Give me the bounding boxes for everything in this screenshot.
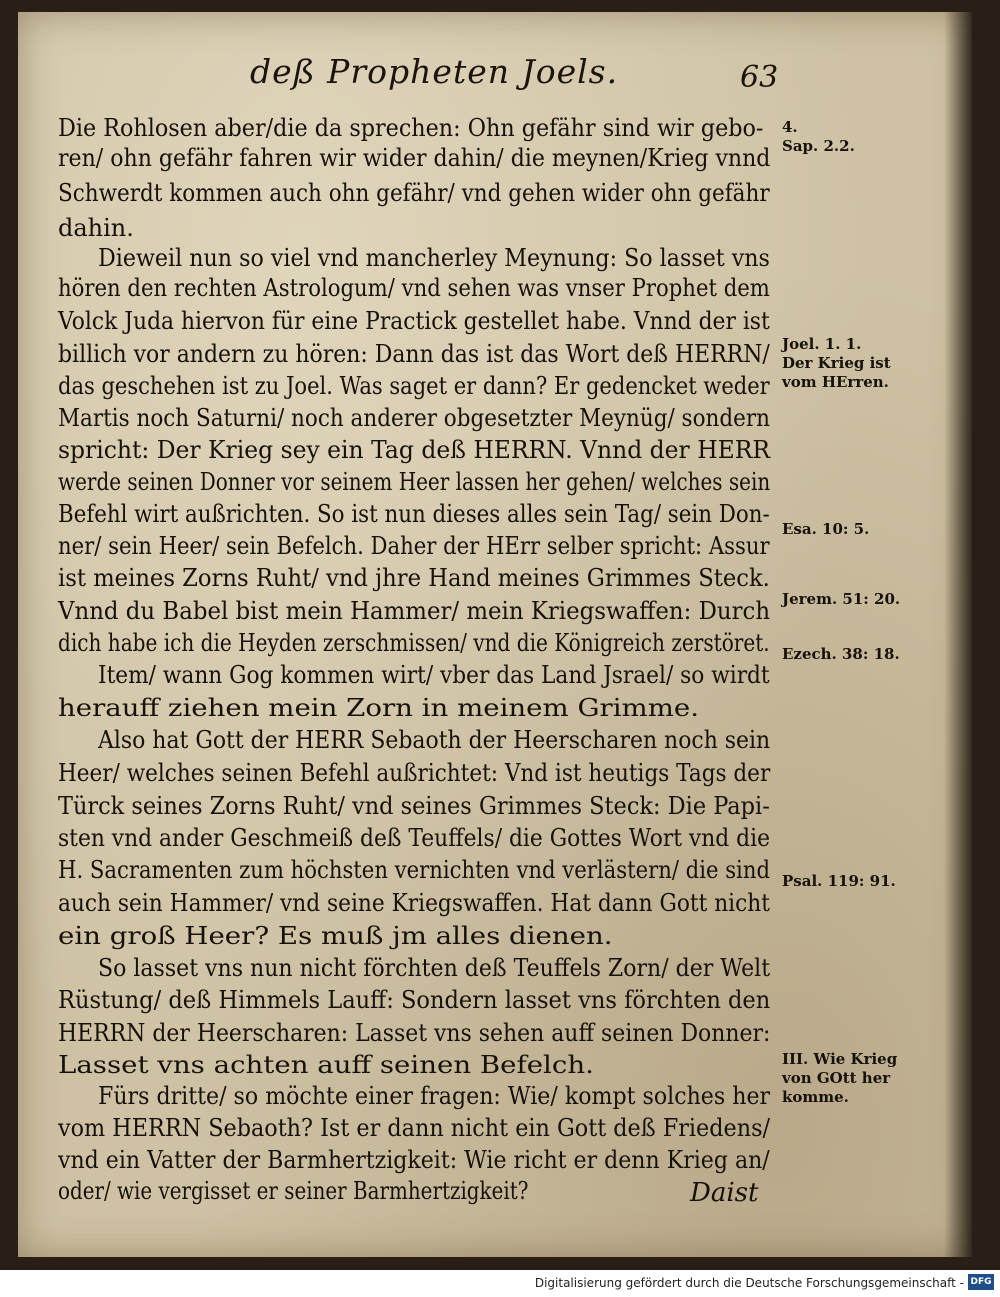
margin-note-line: 4. (782, 118, 798, 136)
text-line: sten vnd ander Geschmeiß deß Teuffels/ die Gottes Wort vnd die (58, 824, 770, 852)
text-line: auch sein Hammer/ vnd seine Kriegswaffen. Hat dann Gott nicht (58, 889, 770, 917)
text-line: billich vor andern zu hören: Dann das ist das Wort deß HERRN/ (58, 340, 770, 368)
margin-note-line: Psal. 119: 91. (782, 872, 896, 890)
text-line: Schwerdt kommen auch ohn gefähr/ vnd gehen wider ohn gefähr (58, 179, 770, 207)
text-line: HERRN der Heerscharen: Lasset vns sehen auff seinen Donner: (58, 1019, 771, 1047)
catchword: Daist (690, 1178, 759, 1208)
text-line: dahin. (58, 214, 134, 242)
text-line: Also hat Gott der HERR Sebaoth der Heerscharen noch sein (98, 726, 771, 754)
margin-note-line: Esa. 10: 5. (782, 520, 870, 538)
footer-credit: Digitalisierung gefördert durch die Deutsche Forschungsgemeinschaft - (534, 1276, 964, 1290)
text-line: Martis noch Saturni/ noch anderer obgesetzter Meynüg/ sondern (58, 404, 770, 432)
page-number: 63 (740, 60, 779, 95)
margin-note (782, 872, 922, 891)
text-line: oder/ wie vergisset er seiner Barmhertzigkeit? (58, 1177, 529, 1205)
text-line: Vnnd du Babel bist mein Hammer/ mein Kriegswaffen: Durch (58, 597, 771, 625)
margin-note (782, 118, 922, 156)
text-line: vnd ein Vatter der Barmhertzigkeit: Wie richt er denn Krieg an/ (58, 1146, 770, 1174)
page-spine-shadow (944, 12, 972, 1257)
margin-note (782, 645, 922, 664)
margin-note-line: Der Krieg ist (782, 354, 891, 372)
text-line: vom HERRN Sebaoth? Ist er dann nicht ein Gott deß Friedens/ (58, 1114, 771, 1142)
dfg-logo: DFG (968, 1274, 994, 1290)
margin-note-line: komme. (782, 1088, 849, 1106)
text-line: ist meines Zorns Ruht/ vnd jhre Hand meines Grimmes Steck. (58, 564, 770, 592)
text-line: Item/ wann Gog kommen wirt/ vber das Land Jsrael/ so wirdt (98, 661, 770, 689)
text-line: Dieweil nun so viel vnd mancherley Meynung: So lasset vns (98, 244, 770, 272)
running-title: deß Propheten Joels. (250, 52, 619, 91)
text-line: Rüstung/ deß Himmels Lauff: Sondern lasset vns förchten den (58, 986, 771, 1014)
margin-note (782, 1050, 922, 1107)
text-line: das geschehen ist zu Joel. Was saget er dann? Er gedencket weder (58, 372, 770, 400)
margin-note-line: III. Wie Krieg (782, 1050, 898, 1068)
text-line: herauff ziehen mein Zorn in meinem Grimme. (58, 694, 699, 722)
text-line: H. Sacramenten zum höchsten vernichten vnd verlästern/ die sind (58, 856, 770, 884)
text-line: ein groß Heer? Es muß jm alles dienen. (58, 922, 613, 950)
text-line: hören den rechten Astrologum/ vnd sehen was vnser Prophet dem (58, 274, 770, 302)
margin-note (782, 520, 922, 539)
margin-note-line: Joel. 1. 1. (782, 335, 862, 353)
margin-note (782, 590, 922, 609)
text-line: Türck seines Zorns Ruht/ vnd seines Grimmes Steck: Die Papi- (58, 792, 770, 820)
text-line: Volck Juda hiervon für eine Practick gestellet habe. Vnnd der ist (58, 307, 770, 335)
text-line: Fürs dritte/ so möchte einer fragen: Wie/ kompt solches her (98, 1082, 771, 1110)
text-line: Befehl wirt außrichten. So ist nun dieses alles sein Tag/ sein Don- (58, 500, 770, 528)
margin-note-line: Sap. 2.2. (782, 137, 855, 155)
text-line: werde seinen Donner vor seinem Heer lassen her gehen/ welches sein (58, 468, 771, 496)
text-line: ren/ ohn gefähr fahren wir wider dahin/ die meynen/Krieg vnnd (58, 144, 771, 172)
text-line: Die Rohlosen aber/die da sprechen: Ohn gefähr sind wir gebo- (58, 114, 764, 142)
margin-note (782, 335, 922, 392)
margin-note-line: vom HErren. (782, 373, 889, 391)
margin-note-line: von GOtt her (782, 1069, 891, 1087)
text-line: So lasset vns nun nicht förchten deß Teuffels Zorn/ der Welt (98, 954, 771, 982)
margin-note-line: Ezech. 38: 18. (782, 645, 900, 663)
margin-note-line: Jerem. 51: 20. (782, 590, 901, 608)
text-line: spricht: Der Krieg sey ein Tag deß HERRN. Vnnd der HERR (58, 436, 771, 464)
text-line: Lasset vns achten auff seinen Befelch. (58, 1051, 594, 1079)
text-line: ner/ sein Heer/ sein Befelch. Daher der HErr selber spricht: Assur (58, 532, 770, 560)
text-line: dich habe ich die Heyden zerschmissen/ vnd die Königreich zerstöret. (58, 629, 770, 657)
text-line: Heer/ welches seinen Befehl außrichtet: Vnd ist heutigs Tags der (58, 759, 771, 787)
